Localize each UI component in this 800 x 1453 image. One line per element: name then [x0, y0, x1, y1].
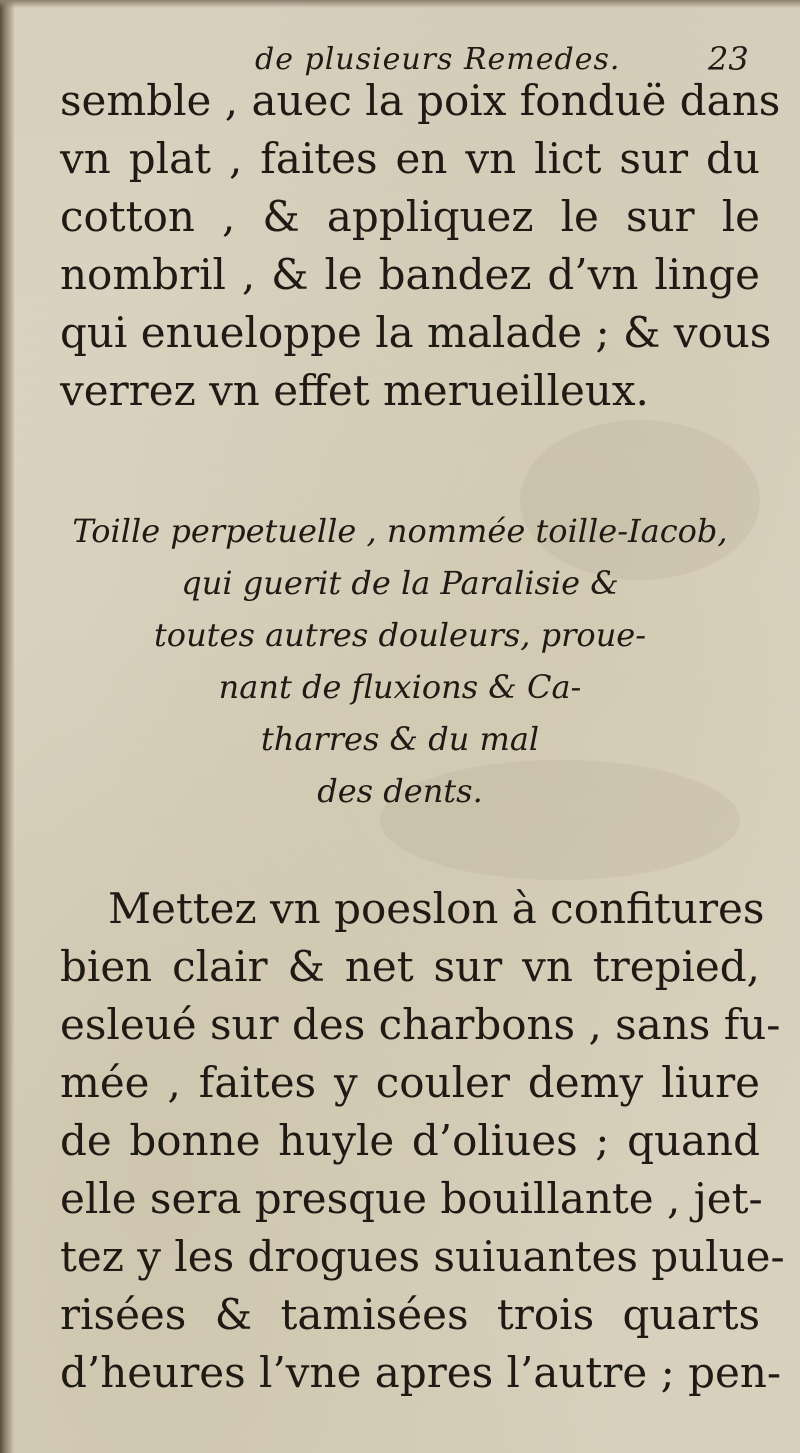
- heading-line: qui guerit de la Paralisie &: [181, 564, 619, 602]
- section-heading: [70, 505, 730, 817]
- text-line: qui enueloppe la malade ; & vous: [60, 308, 772, 357]
- heading-line: tharres & du mal: [260, 720, 540, 758]
- text-line: tez y les drogues suiuantes pulue-: [60, 1232, 785, 1281]
- text-line: nombril , & le bandez d’vn linge: [60, 250, 760, 299]
- text-line: risées & tamisées trois quarts: [60, 1290, 760, 1339]
- heading-line: toutes autres douleurs, proue-: [153, 616, 647, 654]
- heading-line: nant de fluxions & Ca-: [218, 668, 582, 706]
- text-line: vn plat , faites en vn lict sur du: [60, 134, 760, 183]
- text-line: Mettez vn poeslon à confitures: [108, 884, 765, 933]
- text-line: esleué sur des charbons , sans fu-: [60, 1000, 781, 1049]
- heading-line: des dents.: [317, 772, 483, 810]
- paragraph-continued: [60, 72, 781, 420]
- heading-line: Toille perpetuelle , nommée toille-Iacob,: [72, 512, 728, 550]
- text-line: d’heures l’vne apres l’autre ; pen-: [60, 1348, 782, 1397]
- text-line: elle sera presque bouillante , jet-: [60, 1174, 763, 1223]
- text-line: bien clair & net sur vn trepied,: [60, 942, 760, 991]
- text-line: mée , faites y couler demy liure: [60, 1058, 760, 1107]
- text-line: de bonne huyle d’oliues ; quand: [60, 1116, 760, 1165]
- text-line: cotton , & appliquez le sur le: [60, 192, 760, 241]
- page-top-edge: [0, 0, 800, 8]
- text-line: verrez vn effet merueilleux.: [60, 366, 649, 415]
- page-binding-edge: [0, 0, 14, 1453]
- text-line: semble , auec la poix fonduë dans: [60, 76, 781, 125]
- page-number: 23: [708, 40, 749, 78]
- running-head-title: de plusieurs Remedes.: [255, 42, 621, 77]
- recipe-paragraph: [60, 880, 785, 1402]
